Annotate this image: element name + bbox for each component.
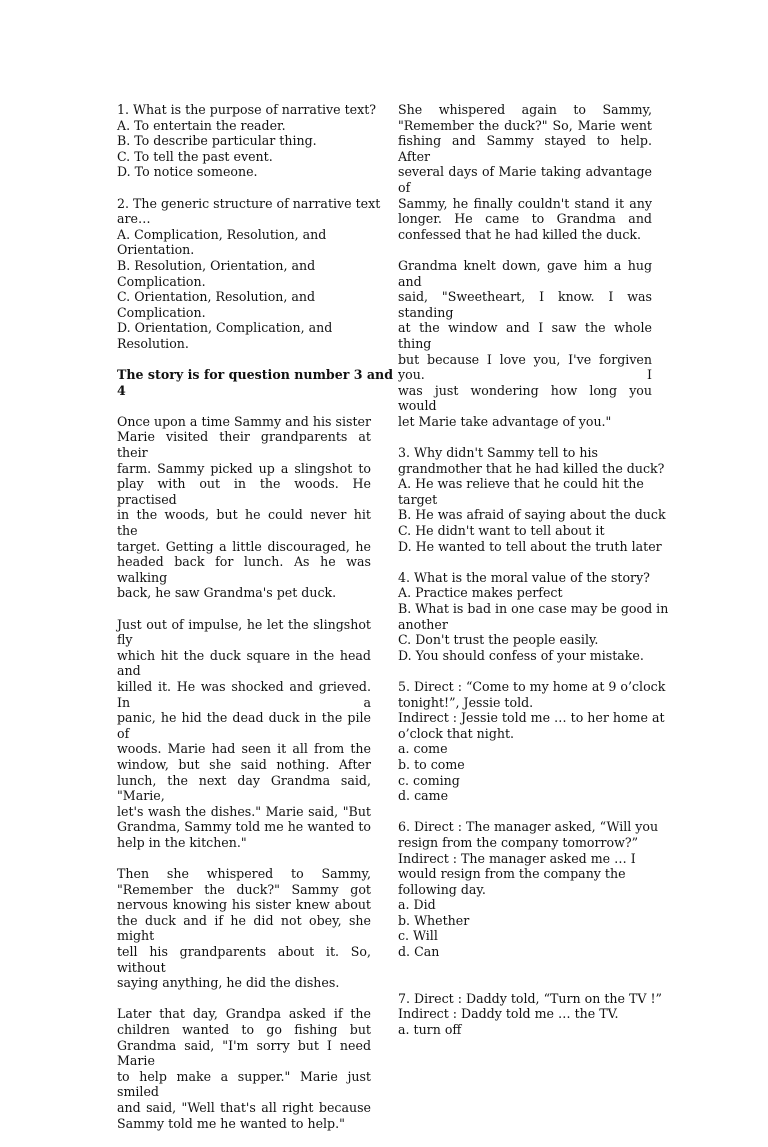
question-4 xyxy=(398,569,669,664)
question-5-line: Indirect : Jessie told me … to her home at xyxy=(398,710,665,726)
text-line: "Remember the duck?" Sammy got xyxy=(117,881,371,897)
question-6-line: following day. xyxy=(398,881,486,897)
story-paragraph-2 xyxy=(117,617,371,851)
question-5-option-d: d. came xyxy=(398,788,449,804)
question-2 xyxy=(117,195,381,352)
text-line: window, but she said nothing. After xyxy=(117,756,371,772)
question-3-option-a: A. He was relieve that he could hit the xyxy=(398,476,644,492)
story-paragraph-5 xyxy=(398,102,652,242)
question-2-text-line: are… xyxy=(117,211,151,227)
text-line: let's wash the dishes." Marie said, "But xyxy=(117,803,371,819)
text-line: Marie visited their grandparents at their xyxy=(117,429,371,461)
text-line: back, he saw Grandma's pet duck. xyxy=(117,585,337,601)
text-line: saying anything, he did the dishes. xyxy=(117,975,340,991)
question-4-option-b-cont: another xyxy=(398,616,448,632)
question-3 xyxy=(398,445,666,554)
left-column xyxy=(117,102,394,1147)
question-5 xyxy=(398,678,666,804)
text-line: killed it. He was shocked and grieved. In a xyxy=(117,678,371,710)
text-line: tell his grandparents about it. So, without xyxy=(117,944,371,975)
question-7-line: 7. Direct : Daddy told, “Turn on the TV !” xyxy=(398,990,662,1006)
question-2-option-a: A. Complication, Resolution, and xyxy=(117,226,327,242)
text-line: woods. Marie had seen it all from the xyxy=(117,741,371,757)
text-line: "Remember the duck?" So, Marie went xyxy=(398,117,652,133)
text-line: in the woods, but he could never hit the xyxy=(117,507,371,539)
text-line: Then she whispered to Sammy, xyxy=(117,866,371,882)
question-6-line: would resign from the company the xyxy=(398,866,626,882)
question-7-option-a: a. turn off xyxy=(398,1022,462,1038)
text-line: the duck and if he did not obey, she might xyxy=(117,912,371,944)
text-line: let Marie take advantage of you." xyxy=(398,413,612,429)
question-5-option-b: b. to come xyxy=(398,756,465,772)
question-2-option-d: D. Orientation, Complication, and xyxy=(117,320,333,336)
question-2-option-d-cont: Resolution. xyxy=(117,335,189,351)
story-paragraph-3 xyxy=(117,866,371,991)
question-1-text: 1. What is the purpose of narrative text? xyxy=(117,102,377,117)
text-line: was just wondering how long you would xyxy=(398,382,652,414)
question-6-option-d: d. Can xyxy=(398,944,440,960)
question-6-option-c: c. Will xyxy=(398,928,438,944)
text-line: target. Getting a little discouraged, he xyxy=(117,538,371,554)
question-3-line: 3. Why didn't Sammy tell to his xyxy=(398,445,598,461)
question-5-line: o’clock that night. xyxy=(398,725,515,741)
text-line: play with out in the woods. He practised xyxy=(117,476,371,507)
question-4-line: 4. What is the moral value of the story? xyxy=(398,569,650,585)
text-line: Grandma said, "I'm sorry but I need Marie xyxy=(117,1037,371,1069)
question-5-line: tonight!”, Jessie told. xyxy=(398,694,534,710)
text-line: Sammy, he finally couldn't stand it any xyxy=(398,195,652,211)
text-line: Grandma, Sammy told me he wanted to xyxy=(117,819,371,835)
right-column xyxy=(398,102,669,1053)
question-6-line: Indirect : The manager asked me … I xyxy=(398,850,636,866)
text-line: and said, "Well that's all right because xyxy=(117,1100,371,1115)
text-line: several days of Marie taking advantage of xyxy=(398,164,652,195)
text-line: but because I love you, I've forgiven you. I xyxy=(398,351,652,383)
text-line: Once upon a time Sammy and his sister xyxy=(117,413,371,429)
question-6 xyxy=(398,819,659,960)
question-2-option-c: C. Orientation, Resolution, and xyxy=(117,289,316,305)
story-heading-line: The story is for question number 3 and xyxy=(117,367,394,383)
question-5-option-a: a. come xyxy=(398,741,448,757)
story-heading-line: 4 xyxy=(117,382,126,398)
text-line: Sammy told me he wanted to help." xyxy=(117,1115,345,1131)
text-line: Just out of impulse, he let the slingshot fly xyxy=(117,616,371,648)
text-line: She whispered again to Sammy, xyxy=(398,102,652,117)
question-1 xyxy=(117,102,377,180)
text-line: which hit the duck square in the head and xyxy=(117,647,371,679)
question-6-line: resign from the company tomorrow?” xyxy=(398,834,639,850)
text-line: Later that day, Grandpa asked if the xyxy=(117,1006,371,1022)
question-3-option-c: C. He didn't want to tell about it xyxy=(398,523,605,539)
question-7-line: Indirect : Daddy told me … the TV. xyxy=(398,1006,619,1022)
text-line: children wanted to go fishing but xyxy=(117,1022,371,1038)
question-3-line: grandmother that he had killed the duck? xyxy=(398,460,665,476)
question-2-option-a-cont: Orientation. xyxy=(117,242,195,258)
question-2-option-b: B. Resolution, Orientation, and xyxy=(117,257,316,273)
question-3-option-b: B. He was afraid of saying about the duck xyxy=(398,507,666,523)
story-paragraph-4 xyxy=(117,1006,371,1131)
story-heading xyxy=(117,367,394,398)
text-line: farm. Sammy picked up a slingshot to xyxy=(117,460,371,476)
question-7 xyxy=(398,990,662,1038)
text-line: nervous knowing his sister knew about xyxy=(117,897,371,913)
question-4-option-a: A. Practice makes perfect xyxy=(398,585,563,601)
text-line: confessed that he had killed the duck. xyxy=(398,226,642,242)
text-line: help in the kitchen." xyxy=(117,834,247,850)
question-5-line: 5. Direct : “Come to my home at 9 o’clock xyxy=(398,678,666,694)
text-line: panic, he hid the dead duck in the pile of xyxy=(117,710,371,741)
text-line: to help make a supper." Marie just smiled xyxy=(117,1068,371,1100)
question-5-option-c: c. coming xyxy=(398,772,460,788)
question-2-option-b-cont: Complication. xyxy=(117,273,206,289)
text-line: Grandma knelt down, gave him a hug and xyxy=(398,257,652,289)
text-line: said, "Sweetheart, I know. I was standing xyxy=(398,289,652,320)
question-1-option-a: A. To entertain the reader. xyxy=(117,117,286,133)
question-1-option-d: D. To notice someone. xyxy=(117,164,258,180)
text-line: lunch, the next day Grandma said, "Marie, xyxy=(117,772,371,804)
question-1-option-b: B. To describe particular thing. xyxy=(117,133,317,149)
question-4-option-c: C. Don't trust the people easily. xyxy=(398,632,599,648)
question-2-option-c-cont: Complication. xyxy=(117,304,206,320)
question-6-line: 6. Direct : The manager asked, “Will you xyxy=(398,819,659,835)
story-paragraph-6 xyxy=(398,258,652,430)
text-line: headed back for lunch. As he was walking xyxy=(117,554,371,585)
question-6-option-b: b. Whether xyxy=(398,912,470,928)
question-3-option-d: D. He wanted to tell about the truth later xyxy=(398,538,662,554)
question-4-option-b: B. What is bad in one case may be good in xyxy=(398,601,669,616)
text-line: longer. He came to Grandma and xyxy=(398,211,652,227)
text-line: fishing and Sammy stayed to help. After xyxy=(398,133,652,164)
question-6-option-a: a. Did xyxy=(398,897,436,913)
text-line: at the window and I saw the whole thing xyxy=(398,320,652,351)
question-1-option-c: C. To tell the past event. xyxy=(117,148,273,164)
story-paragraph-1 xyxy=(117,414,371,601)
question-2-text-line: 2. The generic structure of narrative text xyxy=(117,195,381,211)
spacer xyxy=(398,975,652,991)
question-3-option-a-cont: target xyxy=(398,491,438,507)
question-4-option-d: D. You should confess of your mistake. xyxy=(398,647,644,663)
